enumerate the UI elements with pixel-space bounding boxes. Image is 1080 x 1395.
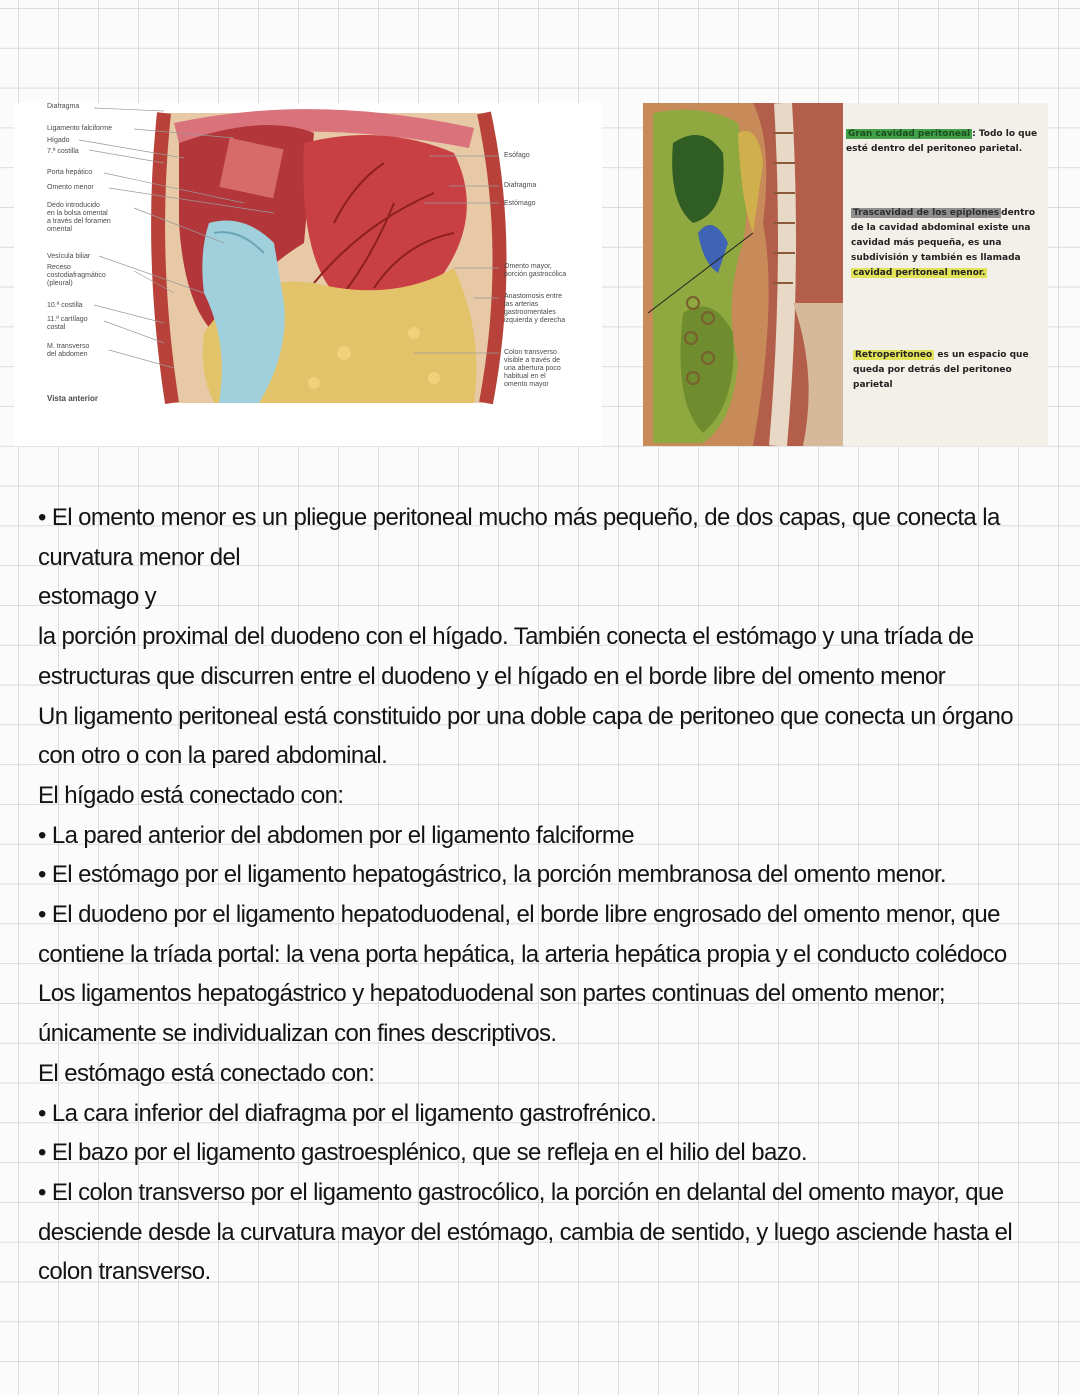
notes-body [38, 498, 1050, 1292]
label-10-costilla: 10.ª costilla [47, 302, 83, 309]
bullet-hepatoduodenal: • El duodeno por el ligamento hepatoduodenal, el borde libre engrosado del omento menor, que contiene la tríada portal: la vena porta hepática, la arteria hepática propia y el conducto colédoco [38, 901, 1007, 968]
label-colon-transverso: Colon transverso visible a través de una abertura poco habitual en el omento mayor [504, 349, 561, 388]
bullet-gastrofrenico: • La cara inferior del diafragma por el ligamento gastrofrénico. [38, 1099, 657, 1127]
paragraph-porcion-proximal: la porción proximal del duodeno con el hígado. También conecta el estómago y una tríada de estructuras que discurren entre el duodeno y el hígado en el borde libre del omento menor [38, 623, 974, 690]
label-receso-costodiafragmatico: Receso costodiafragmático (pleural) [47, 264, 106, 287]
heading-higado-conectado: El hígado está conectado con: [38, 781, 344, 809]
paragraph-ligamentos-continuos: Los ligamentos hepatogástrico y hepatoduodenal son partes continuas del omento menor; únicamente se individualizan con fines descriptivos. [38, 980, 945, 1048]
label-m-transverso: M. transverso del abdomen [47, 343, 90, 358]
note-gran-cavidad [846, 127, 1041, 157]
note-retroperitoneo-text: es un espacio que queda por detrás del peritoneo parietal [853, 350, 1029, 390]
bullet-hepatogastrico: • El estómago por el ligamento hepatogástrico, la porción membranosa del omento menor. [38, 861, 947, 889]
caption-vista-anterior: Vista anterior [47, 394, 98, 403]
note-trascavidad [851, 206, 1041, 281]
label-higado: Hígado [47, 137, 70, 144]
label-porta-hepatico: Porta hepático [47, 169, 93, 176]
sagittal-section-figure [643, 103, 1048, 446]
bullet-gastrocolico: • El colon transverso por el ligamento gastrocólico, la porción en delantal del omento mayor, que desciende desde la curvatura mayor del estómago, cambia de sentido, y luego asciende hasta el colon transverso. [38, 1178, 1013, 1286]
label-anastomosis: Anastomosis entre las arterias gastroomentales izquierda y derecha [504, 293, 566, 324]
label-estomago: Estómago [504, 200, 536, 207]
paragraph-ligamento-peritoneal: Un ligamento peritoneal está constituido por una doble capa de peritoneo que conecta un órgano con otro o con la pared abdominal. [38, 702, 1014, 770]
label-diafragma: Diafragma [47, 103, 80, 110]
bullet-gastroesplenico: • El bazo por el ligamento gastroesplénico, que se refleja en el hilio del bazo. [38, 1139, 807, 1167]
label-diafragma-right: Diafragma [504, 182, 537, 189]
label-omento-menor: Omento menor [47, 184, 94, 191]
note-gran-cavidad-text: : Todo lo que esté dentro del peritoneo parietal. [846, 129, 1038, 154]
label-vesicula-biliar: Vesícula biliar [47, 253, 91, 260]
bullet-falciforme: • La pared anterior del abdomen por el ligamento falciforme [38, 821, 635, 849]
term-retroperitoneo: Retroperitoneo [855, 350, 933, 360]
label-dedo-introducido: Dedo introducido en la bolsa omental a través del foramen omental [47, 202, 111, 233]
label-ligamento-falciforme: Ligamento falciforme [47, 125, 112, 132]
note-trascavidad-text: dentro de la cavidad abdominal existe una cavidad más pequeña, es una subdivisión y también es llamada [851, 208, 1036, 263]
paragraph-omento-menor: • El omento menor es un pliegue peritoneal mucho más pequeño, de dos capas, que conecta la curvatura menor del [38, 504, 1000, 571]
note-retroperitoneo [853, 348, 1043, 393]
term-gran-cavidad: Gran cavidad peritoneal [848, 129, 971, 139]
term-cavidad-menor: cavidad peritoneal menor. [853, 268, 986, 278]
paragraph-estomago-y: estomago y [38, 583, 157, 611]
anatomy-figure-anterior [14, 103, 602, 446]
term-trascavidad: Trascavidad de los epiplones [853, 208, 1000, 218]
label-esofago: Esófago [504, 152, 530, 159]
label-omento-mayor: Omento mayor, porción gastrocólica [504, 263, 567, 278]
label-7-costilla: 7.ª costilla [47, 148, 79, 155]
label-11-cartilago: 11.ª cartílago costal [47, 316, 88, 331]
heading-estomago-conectado: El estómago está conectado con: [38, 1059, 375, 1087]
